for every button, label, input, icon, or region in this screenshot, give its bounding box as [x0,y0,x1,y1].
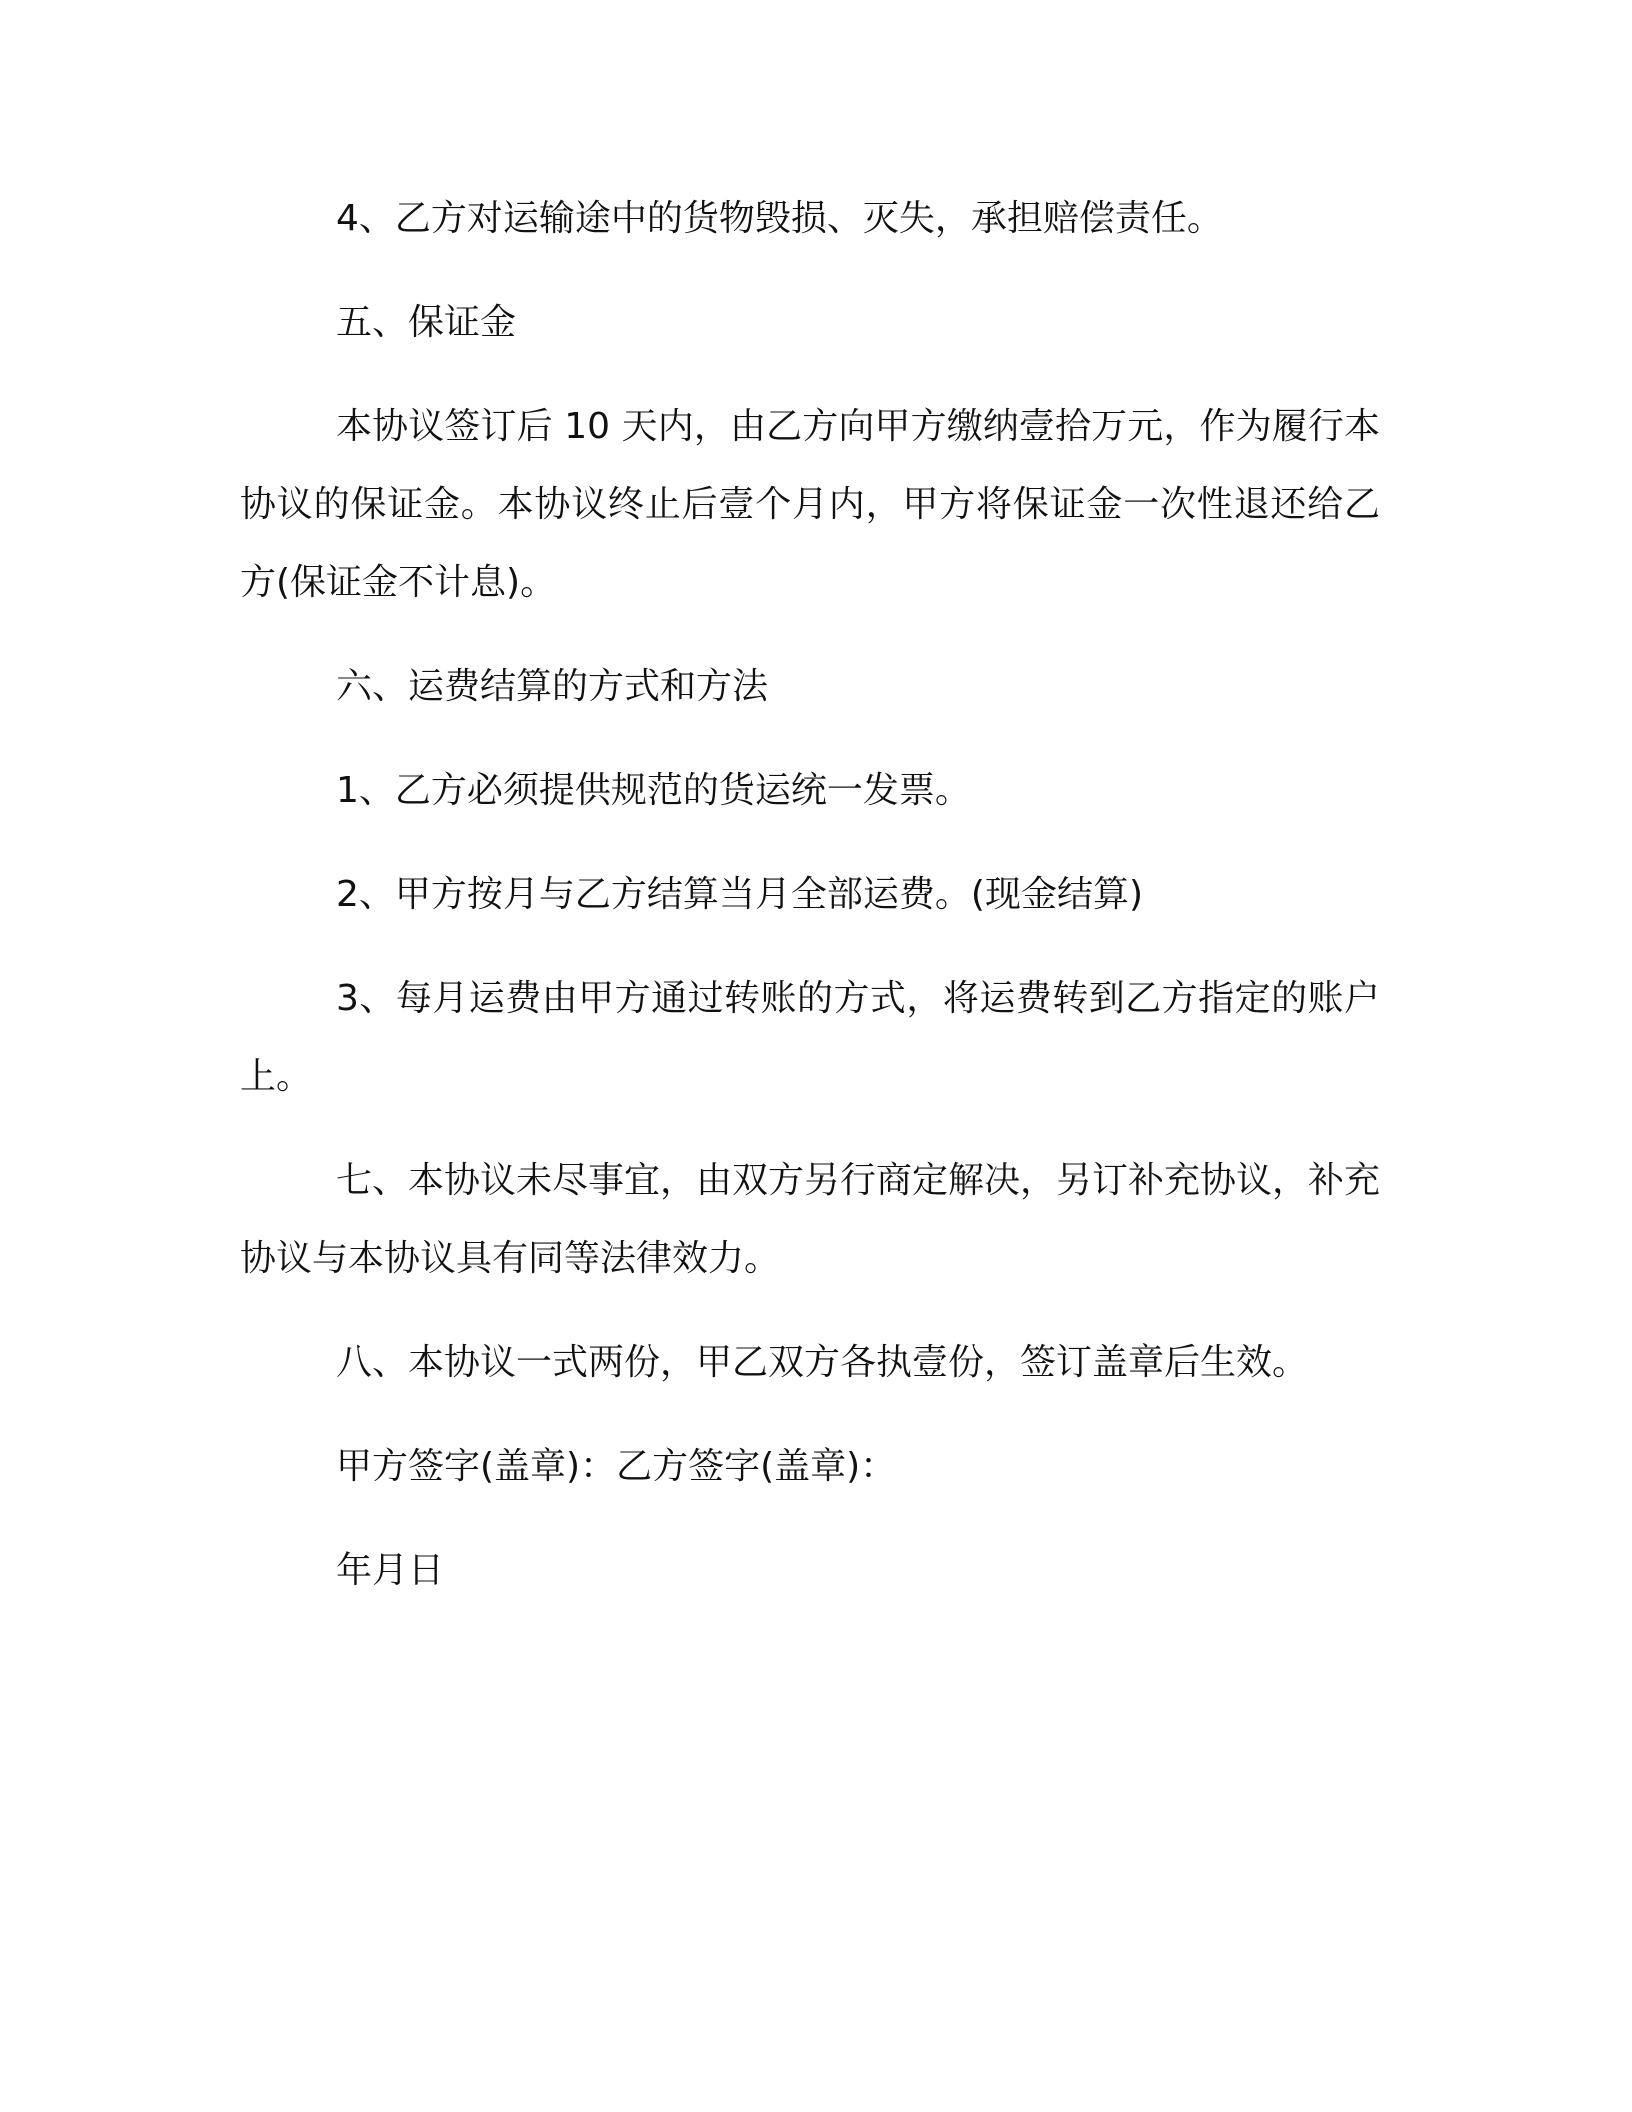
section-7-paragraph: 七、本协议未尽事宜，由双方另行商定解决，另订补充协议，补充协议与本协议具有同等法律效力。 [240,1160,1381,1279]
clause-6-2: 2、甲方按月与乙方结算当月全部运费。(现金结算) [336,874,1143,915]
section-6-heading: 六、运费结算的方式和方法 [336,666,769,707]
signature-line: 甲方签字(盖章)：乙方签字(盖章)： [336,1446,897,1487]
section-5-heading: 五、保证金 [336,302,517,343]
document-body [240,180,1380,1636]
section-8-paragraph: 八、本协议一式两份，甲乙双方各执壹份，签订盖章后生效。 [336,1342,1309,1383]
clause-6-1: 1、乙方必须提供规范的货运统一发票。 [336,770,971,811]
deposit-paragraph: 本协议签订后 10 天内，由乙方向甲方缴纳壹拾万元，作为履行本协议的保证金。本协议终止后壹个月内，甲方将保证金一次性退还给乙方(保证金不计息)。 [240,406,1380,603]
clause-4-liability: 4、乙方对运输途中的货物毁损、灭失，承担赔偿责任。 [336,198,1223,239]
date-line: 年月日 [336,1550,445,1591]
clause-6-3: 3、每月运费由甲方通过转账的方式，将运费转到乙方指定的账户上。 [240,978,1380,1097]
